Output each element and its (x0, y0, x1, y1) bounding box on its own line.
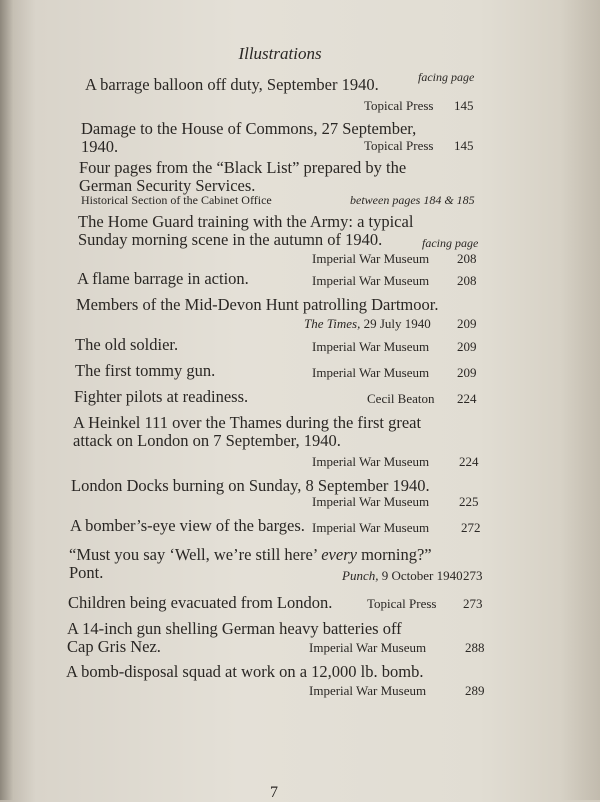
caption-line: The old soldier. (75, 335, 179, 354)
photo-credit: Imperial War Museum (309, 640, 427, 655)
caption-line: attack on London on 7 September, 1940. (73, 431, 341, 450)
list-item (70, 517, 305, 535)
photo-credit (342, 568, 463, 584)
caption-line: Damage to the House of Commons, 27 September, (81, 119, 417, 138)
caption-line: Children being evacuated from London. (68, 593, 333, 612)
page-number: 225 (459, 494, 479, 509)
photo-credit: Topical Press (364, 98, 434, 113)
page-number: 208 (457, 273, 477, 288)
page-number: 145 (454, 98, 474, 113)
caption-text: morning?” (356, 545, 432, 564)
facing-page-note: facing page (418, 70, 475, 84)
list-item (71, 477, 430, 495)
photo-credit: Imperial War Museum (312, 520, 430, 535)
photo-credit (304, 316, 431, 332)
caption-emphasis: every (321, 545, 357, 564)
page-title: Illustrations (238, 44, 322, 63)
photo-credit: Imperial War Museum (312, 365, 430, 380)
list-item (78, 213, 413, 249)
caption-line: A barrage balloon off duty, September 1940. (85, 75, 379, 94)
caption-line: A Heinkel 111 over the Thames during the first great (73, 413, 422, 432)
publication-name: The Times, (304, 316, 361, 331)
caption-text: “Must you say ‘Well, we’re still here’ (69, 545, 322, 564)
photo-credit: Imperial War Museum (312, 494, 430, 509)
photo-credit: Imperial War Museum (312, 339, 430, 354)
page-footer-number: 7 (270, 784, 278, 801)
list-item (66, 663, 423, 681)
page-number: 209 (457, 365, 477, 380)
caption-line: Pont. (69, 563, 104, 582)
publication-name: Punch, (342, 568, 379, 583)
list-item (75, 336, 178, 354)
caption-line: The first tommy gun. (75, 361, 216, 380)
page-number: 289 (465, 683, 485, 698)
caption-line: 1940. (81, 137, 119, 156)
credit-date: 9 October 1940 (381, 568, 463, 583)
page-number: 208 (457, 251, 477, 266)
page-edge-shadow (560, 0, 600, 800)
list-item (77, 270, 249, 288)
list-item (79, 159, 406, 195)
caption-line (69, 546, 432, 564)
credit-date: 29 July 1940 (363, 316, 431, 331)
list-item (68, 594, 332, 612)
list-item (76, 296, 438, 314)
photo-credit: Imperial War Museum (312, 273, 430, 288)
page-number: 272 (461, 520, 481, 535)
between-pages-note: between pages 184 & 185 (350, 193, 475, 207)
page-number: 288 (465, 640, 485, 655)
page-number: 273 (463, 596, 483, 611)
caption-line: German Security Services. (79, 176, 256, 195)
list-item (75, 362, 215, 380)
page-number: 209 (457, 339, 477, 354)
page-number: 145 (454, 138, 474, 153)
page-number: 224 (459, 454, 479, 469)
photo-credit: Cecil Beaton (367, 391, 435, 406)
caption-line: A 14-inch gun shelling German heavy batteries off (67, 619, 402, 638)
photo-credit: Imperial War Museum (312, 454, 430, 469)
caption-line: A flame barrage in action. (77, 269, 249, 288)
caption-line: Fighter pilots at readiness. (74, 387, 249, 406)
photo-credit: Imperial War Museum (309, 683, 427, 698)
caption-line: Cap Gris Nez. (67, 637, 161, 656)
caption-line: Sunday morning scene in the autumn of 1940. (78, 230, 383, 249)
caption-line: Members of the Mid-Devon Hunt patrolling Dartmoor. (76, 295, 439, 314)
caption-line: London Docks burning on Sunday, 8 September 1940. (71, 476, 430, 495)
caption-line: A bomb-disposal squad at work on a 12,000 lb. bomb. (66, 662, 424, 681)
facing-page-note: facing page (422, 236, 479, 250)
photo-credit: Topical Press (364, 138, 434, 153)
page-number: 224 (457, 391, 477, 406)
list-item (85, 76, 379, 94)
list-item (73, 414, 421, 450)
caption-line: Four pages from the “Black List” prepared by the (79, 158, 407, 177)
photo-credit: Topical Press (367, 596, 437, 611)
caption-line: A bomber’s-eye view of the barges. (70, 516, 305, 535)
caption-line: The Home Guard training with the Army: a typical (78, 212, 414, 231)
page-number: 209 (457, 316, 477, 331)
photo-credit: Imperial War Museum (312, 251, 430, 266)
list-item (74, 388, 248, 406)
page-number: 273 (463, 568, 483, 583)
photo-credit: Historical Section of the Cabinet Office (81, 193, 272, 207)
page-binding-shadow (0, 0, 14, 800)
